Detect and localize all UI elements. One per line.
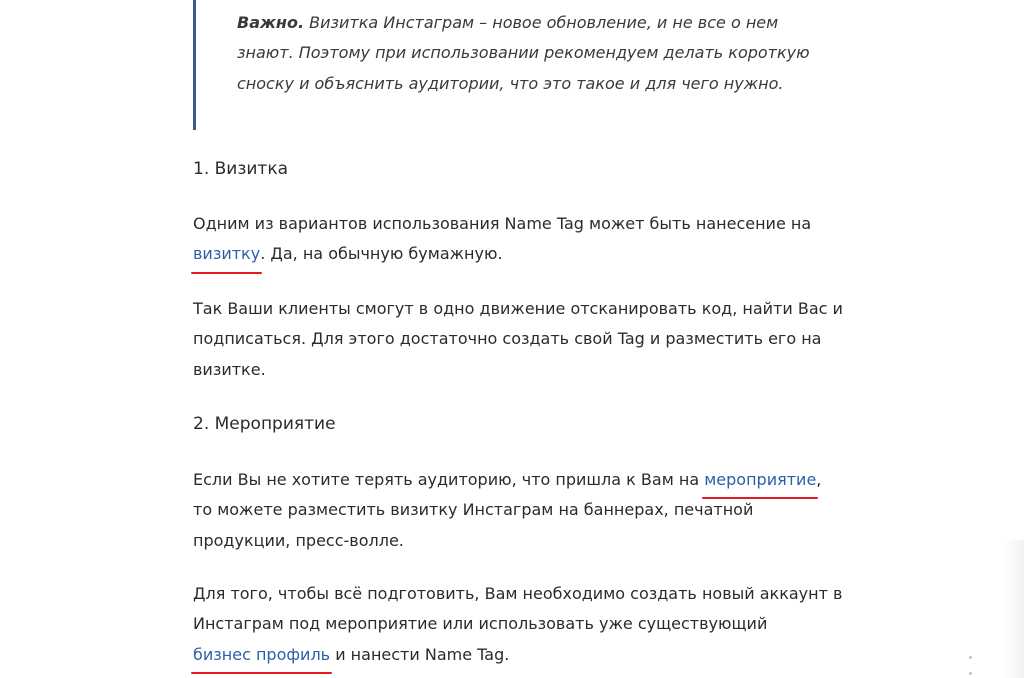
section-heading-meropriyatie: 2. Мероприятие — [193, 414, 336, 434]
decorative-dot — [969, 672, 972, 675]
paragraph-text: Если Вы не хотите терять аудиторию, что пришла к Вам на — [193, 470, 705, 489]
paragraph-text: и нанести Name Tag. — [330, 644, 510, 664]
paragraph-meropriyatie-intro — [193, 465, 843, 556]
decorative-dot — [969, 656, 972, 659]
paragraph-text: Для того, чтобы всё подготовить, Вам необходимо создать новый аккаунт в Инстаграм под мероприятие или использовать уже существующий — [193, 584, 843, 634]
note-label: Важно. — [237, 13, 305, 32]
link-biznes-profil[interactable]: бизнес профиль — [193, 640, 330, 670]
link-vizitka[interactable]: визитку — [193, 239, 260, 269]
note-body: Визитка Инстаграм – новое обновление, и не все о нем знают. Поэтому при использовании рекомендуем делать короткую сноску и объяснить аудитории, что это такое и для чего нужно. — [237, 13, 810, 93]
page-edge-shade — [1004, 540, 1024, 678]
section-heading-vizitka: 1. Визитка — [193, 159, 289, 179]
paragraph-text: . Да, на обычную бумажную. — [260, 244, 503, 264]
note-blockquote — [193, 0, 823, 130]
note-text — [237, 8, 823, 99]
paragraph-vizitka-details: Так Ваши клиенты смогут в одно движение отсканировать код, найти Вас и подписаться. Для этого достаточно создать свой Tag и разместить его на визитке. — [193, 299, 843, 379]
paragraph-text: , то можете разместить визитку Инстаграм на баннерах, печатной продукции, пресс-волле. — [193, 470, 822, 550]
paragraph-text: Одним из вариантов использования Name Tag может быть нанесение на — [193, 214, 812, 233]
paragraph-vizitka-intro — [193, 209, 843, 270]
paragraph-meropriyatie-details — [193, 579, 843, 670]
link-meropriyatie[interactable]: мероприятие — [704, 465, 816, 495]
